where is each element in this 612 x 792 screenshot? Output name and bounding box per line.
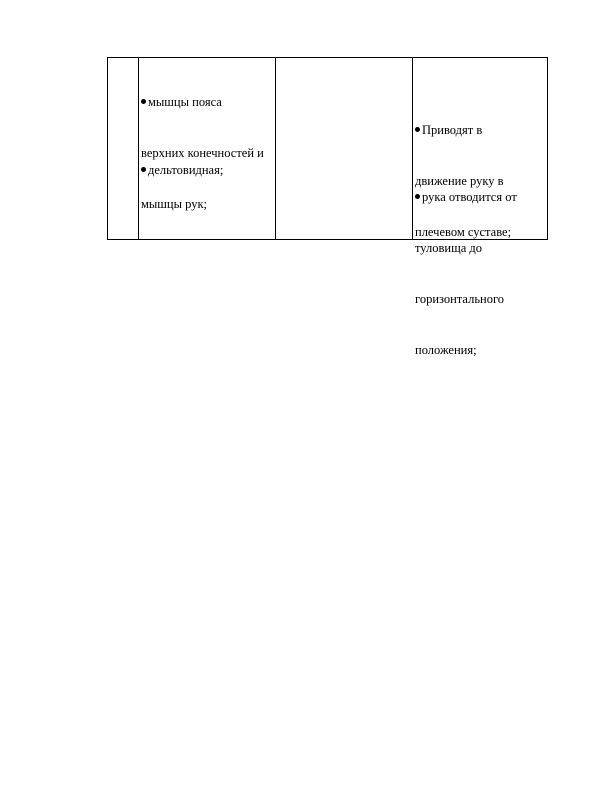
list-item-abduct-arm: рука отводится от туловища до горизонтального положения;	[415, 190, 517, 357]
bullet-icon	[141, 99, 146, 104]
bullet-icon	[141, 167, 146, 172]
list-item-move-arm: Приводят в движение руку в плечевом суставе;	[415, 123, 512, 239]
table-cell-function	[413, 58, 547, 357]
table-cell-empty-1	[108, 58, 139, 239]
list-item-deltoid: дельтовидная;	[141, 128, 223, 213]
bullet-icon	[415, 194, 420, 199]
list-item-muscles: мышцы пояса верхних конечностей и мышцы рук;	[141, 95, 264, 211]
bullet-icon	[415, 127, 420, 132]
table-cell-muscles	[139, 58, 276, 239]
table-cell-empty-2	[276, 58, 413, 239]
table	[107, 57, 548, 357]
